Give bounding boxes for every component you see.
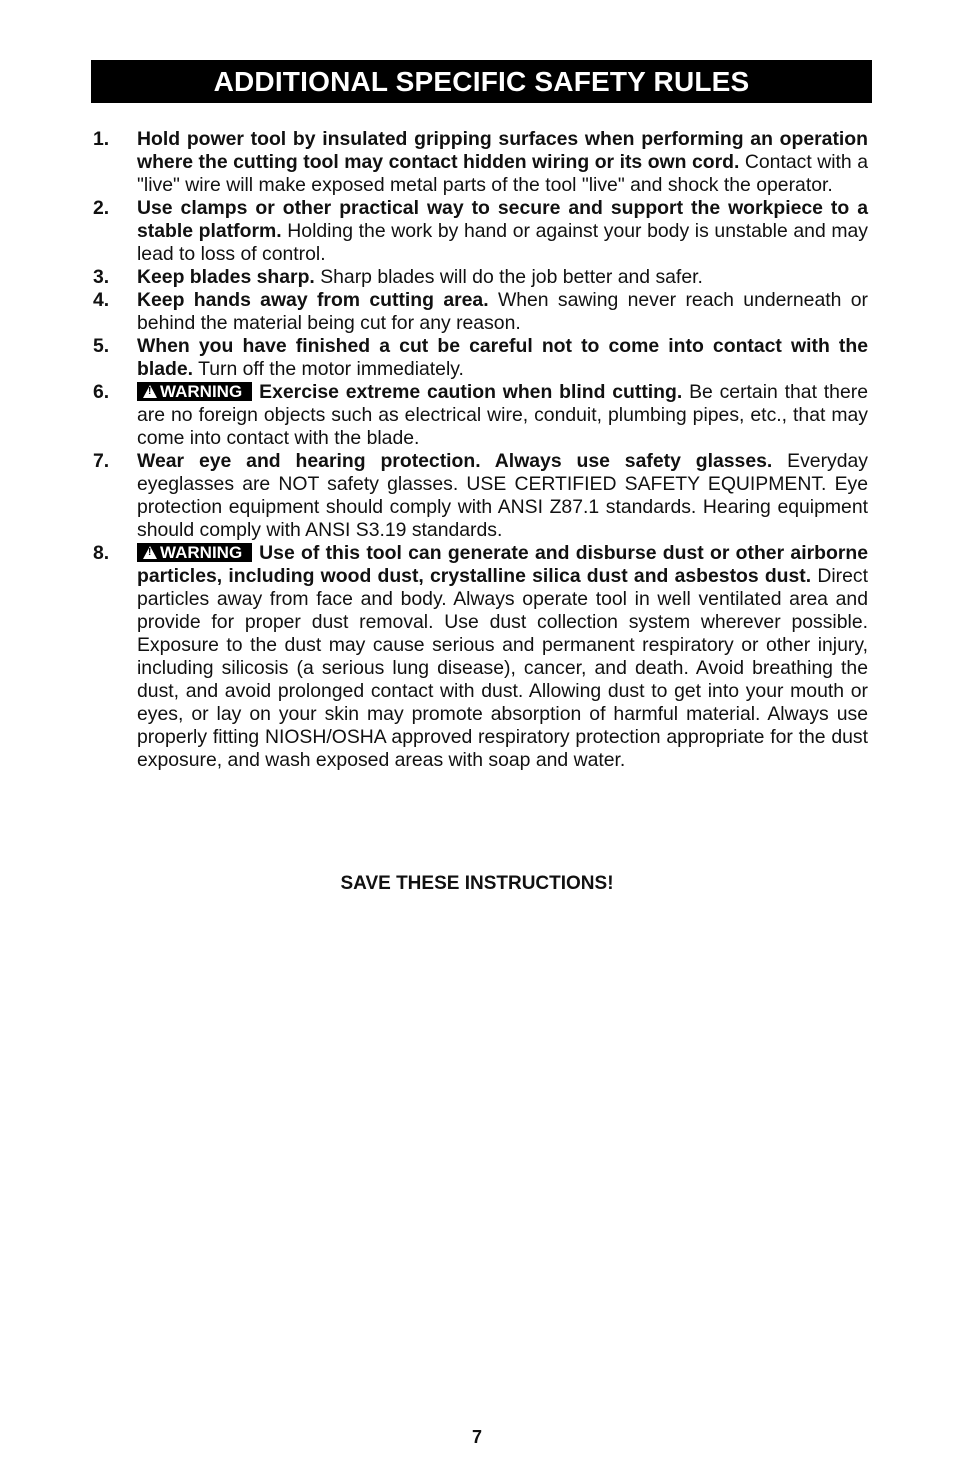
rule-lead: Use clamps or other practical way to secure and support the workpiece to a stable platform. [137,197,868,242]
rule-text: Sharp blades will do the job better and safer. [314,266,703,288]
rule-lead: When you have finished a cut be careful not to come into contact with the blade. [137,335,868,380]
rule-lead: Wear eye and hearing protection. Always use safety glasses. [137,450,773,472]
rule-item-2 [93,197,868,266]
rule-lead: Keep blades sharp. [137,266,315,288]
rule-number: 1. [93,128,110,150]
warning-triangle-icon [143,546,157,559]
rule-number: 5. [93,335,110,357]
rule-item-8 [93,542,868,772]
rule-lead: Use of this tool can generate and disburse dust or other airborne particles, including wood dust, crystalline silica dust and asbestos dust. [137,542,868,587]
rule-lead: Hold power tool by insulated gripping surfaces when performing an operation where the cutting tool may contact hidden wiring or its own cord. [137,128,868,173]
rule-text: Turn off the motor immediately. [193,358,464,380]
save-instructions-note: SAVE THESE INSTRUCTIONS! [340,873,614,894]
rule-text: When sawing never reach underneath or behind the material being cut for any reason. [137,289,868,334]
warning-badge [137,382,252,401]
rule-number: 8. [93,542,110,564]
rule-number: 4. [93,289,110,311]
page-title: ADDITIONAL SPECIFIC SAFETY RULES [213,66,750,97]
safety-rules-list [93,128,868,772]
page-number: 7 [471,1427,482,1447]
rule-text: Everyday eyeglasses are NOT safety glasses. USE CERTIFIED SAFETY EQUIPMENT. Eye protection equipment should comply with ANSI Z87.1 standards. Hearing equipment should comply with ANSI S3.19 standards. [137,450,868,541]
warning-triangle-icon [143,385,157,398]
rule-item-7 [93,450,868,542]
rule-number: 7. [93,450,110,472]
rule-text: Contact with a "live" wire will make exposed metal parts of the tool "live" and shock the operator. [137,151,868,196]
rule-number: 2. [93,197,110,219]
rule-text: Holding the work by hand or against your body is unstable and may lead to loss of control. [137,220,869,265]
warning-label: WARNING [160,382,243,401]
rule-lead: Exercise extreme caution when blind cutting. [259,381,683,403]
rule-item-4 [93,289,868,335]
rule-item-6 [93,381,868,450]
rule-item-1 [93,128,868,197]
warning-badge [137,543,252,562]
rule-text: Direct particles away from face and body. Always operate tool in well ventilated area and provide for proper dust removal. Use dust collection system wherever possible. Exposure to the dust may cause serious and permanent respiratory or other injury, including silicosis (a serious lung disease), cancer, and death. Avoid breathing the dust, and avoid prolonged contact with dust. Allowing dust to get into your mouth or eyes, or lay on your skin may promote absorption of harmful material. Always use properly fitting NIOSH/OSHA approved respiratory protection appropriate for the dust exposure, and wash exposed areas with soap and water. [137,565,868,771]
section-header [91,60,872,103]
rule-item-5 [93,335,868,381]
rule-text: Be certain that there are no foreign objects such as electrical wire, conduit, plumbing pipes, etc., that may come into contact with the blade. [137,381,868,449]
rule-number: 3. [93,266,110,288]
rule-number: 6. [93,381,110,403]
warning-label: WARNING [160,543,243,562]
rule-lead: Keep hands away from cutting area. [137,289,489,311]
rule-item-3 [93,266,868,289]
